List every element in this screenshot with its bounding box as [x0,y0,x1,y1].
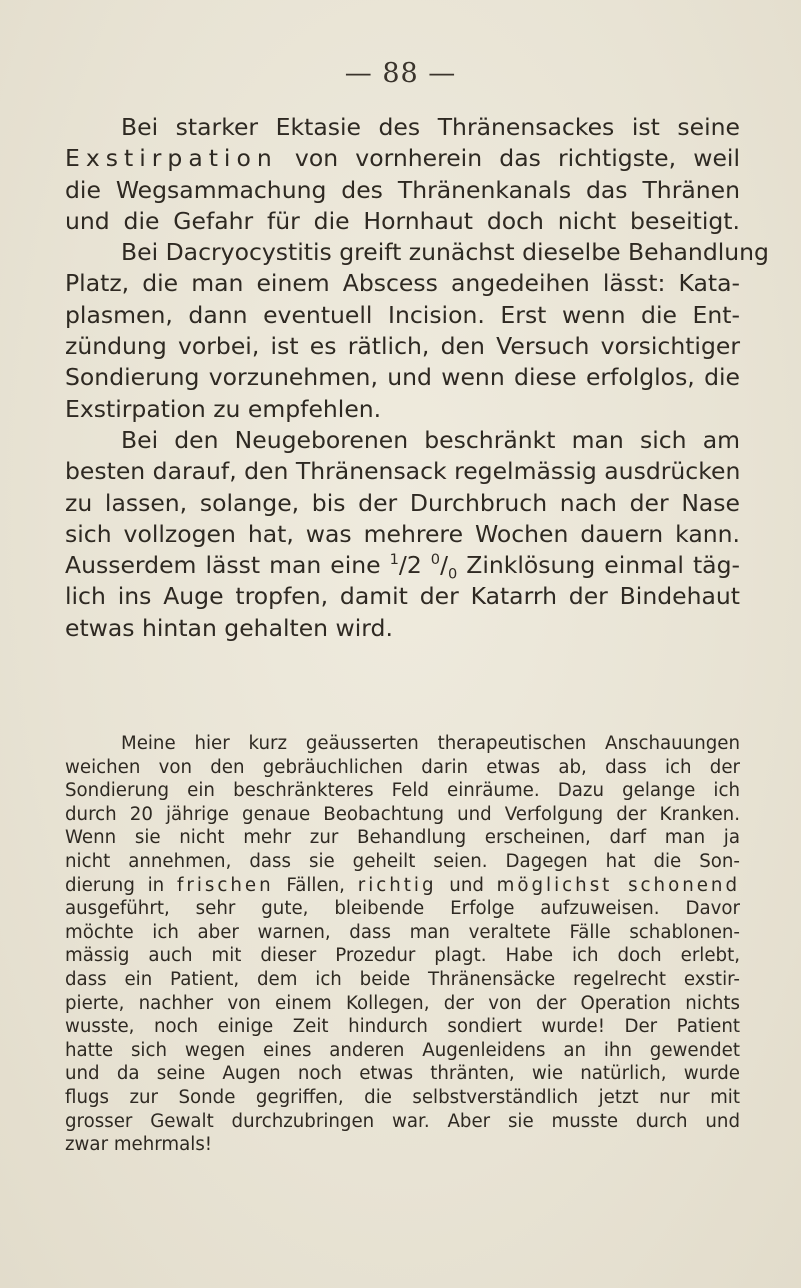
footnote-line: grosser Gewalt durchzubringen war. Aber sie musste durch und [65,1110,740,1132]
text-line: Exstirpation von vornherein das richtigste, weil [65,144,740,173]
text-line: die Wegsammachung des Thränenkanals das Thränen [65,175,740,204]
emphasized-word: frischen [176,874,274,896]
footnote-line: wusste, noch einige Zeit hindurch sondiert wurde! Der Patient [65,1016,740,1038]
text-line: Bei Dacryocystitis greift zunächst dieselbe Behandlung [121,238,769,267]
footnote-line: Sondierung ein beschränkteres Feld einräume. Dazu gelange ich [65,780,740,802]
footnote-paragraph [65,732,740,1157]
fraction-denominator: 2 [406,551,422,580]
footnote-line: und da seine Augen noch etwas thränten, wie natürlich, wurde [65,1063,740,1085]
text-line: etwas hintan gehalten wird. [65,613,393,642]
footnote-line: dass ein Patient, dem ich beide Thränensäcke regelrecht exstir- [65,968,740,990]
emphasized-word: richtig [357,874,437,896]
text-line: Exstirpation zu empfehlen. [65,394,382,423]
text-line: Ausserdem lässt man eine $^1$/2 $^0/_0$ Zinklösung einmal täg- [65,551,740,583]
text-line: Sondierung vorzunehmen, und wenn diese erfolglos, die [65,363,740,392]
percent-slash: / [440,551,448,580]
page-number: — 88 — [344,58,457,89]
percent-bottom: 0 [447,565,458,583]
text-line: und die Gefahr für die Hornhaut doch nicht beseitigt. [65,206,740,235]
percent-top: 0 [430,551,441,569]
text-line: zu lassen, solange, bis der Durchbruch nach der Nase [65,488,740,517]
text-line: zündung vorbei, ist es rätlich, den Versuch vorsichtiger [65,332,740,361]
footnote-line: pierte, nachher von einem Kollegen, der von der Operation nichts [65,992,740,1014]
text-line: plasmen, dann eventuell Incision. Erst wenn die Ent- [65,300,740,329]
fraction-slash: / [398,551,407,580]
footnote-line: Meine hier kurz geäusserten therapeutischen Anschauungen [121,733,740,754]
footnote-line: flugs zur Sonde gegriffen, die selbstverständlich jetzt nur mit [65,1086,740,1108]
footnote-line: weichen von den gebräuchlichen darin etwas ab, dass ich der [65,756,740,778]
text-line: sich vollzogen hat, was mehrere Wochen dauern kann. [65,519,740,548]
text-line: Platz, die man einem Abscess angedeihen lässt: Kata- [65,269,740,298]
footnote-line: mässig auch mit dieser Prozedur plagt. Habe ich doch erlebt, [65,945,740,967]
footnote-line: ausgeführt, sehr gute, bleibende Erfolge aufzuweisen. Davor [65,898,740,920]
footnote-line: dierung in frischen Fällen, richtig und möglichst schonend [65,874,740,896]
footnote-line: zwar mehrmals! [65,1134,213,1156]
fraction-numerator: 1 [389,551,399,569]
emphasized-word: Exstirpation [65,144,278,173]
footnote-line: durch 20 jährige genaue Beobachtung und Verfolgung der Kranken. [65,803,740,825]
text-line: besten darauf, den Thränensack regelmässig ausdrücken [65,457,741,486]
text-line: Bei den Neugeborenen beschränkt man sich am [121,425,740,454]
text-line: lich ins Auge tropfen, damit der Katarrh der Bindehaut [65,582,740,611]
footnote-line: nicht annehmen, dass sie geheilt seien. Dagegen hat die Son- [65,850,740,872]
text-line: Bei starker Ektasie des Thränensackes ist seine [121,113,740,141]
footnote-line: Wenn sie nicht mehr zur Behandlung erscheinen, darf man ja [65,827,740,849]
main-paragraphs [65,112,769,644]
footnote-line: möchte ich aber warnen, dass man veraltete Fälle schablonen- [65,921,740,943]
emphasized-word: möglichst schonend [496,874,740,896]
footnote-line: hatte sich wegen eines anderen Augenleidens an ihn gewendet [65,1039,740,1061]
